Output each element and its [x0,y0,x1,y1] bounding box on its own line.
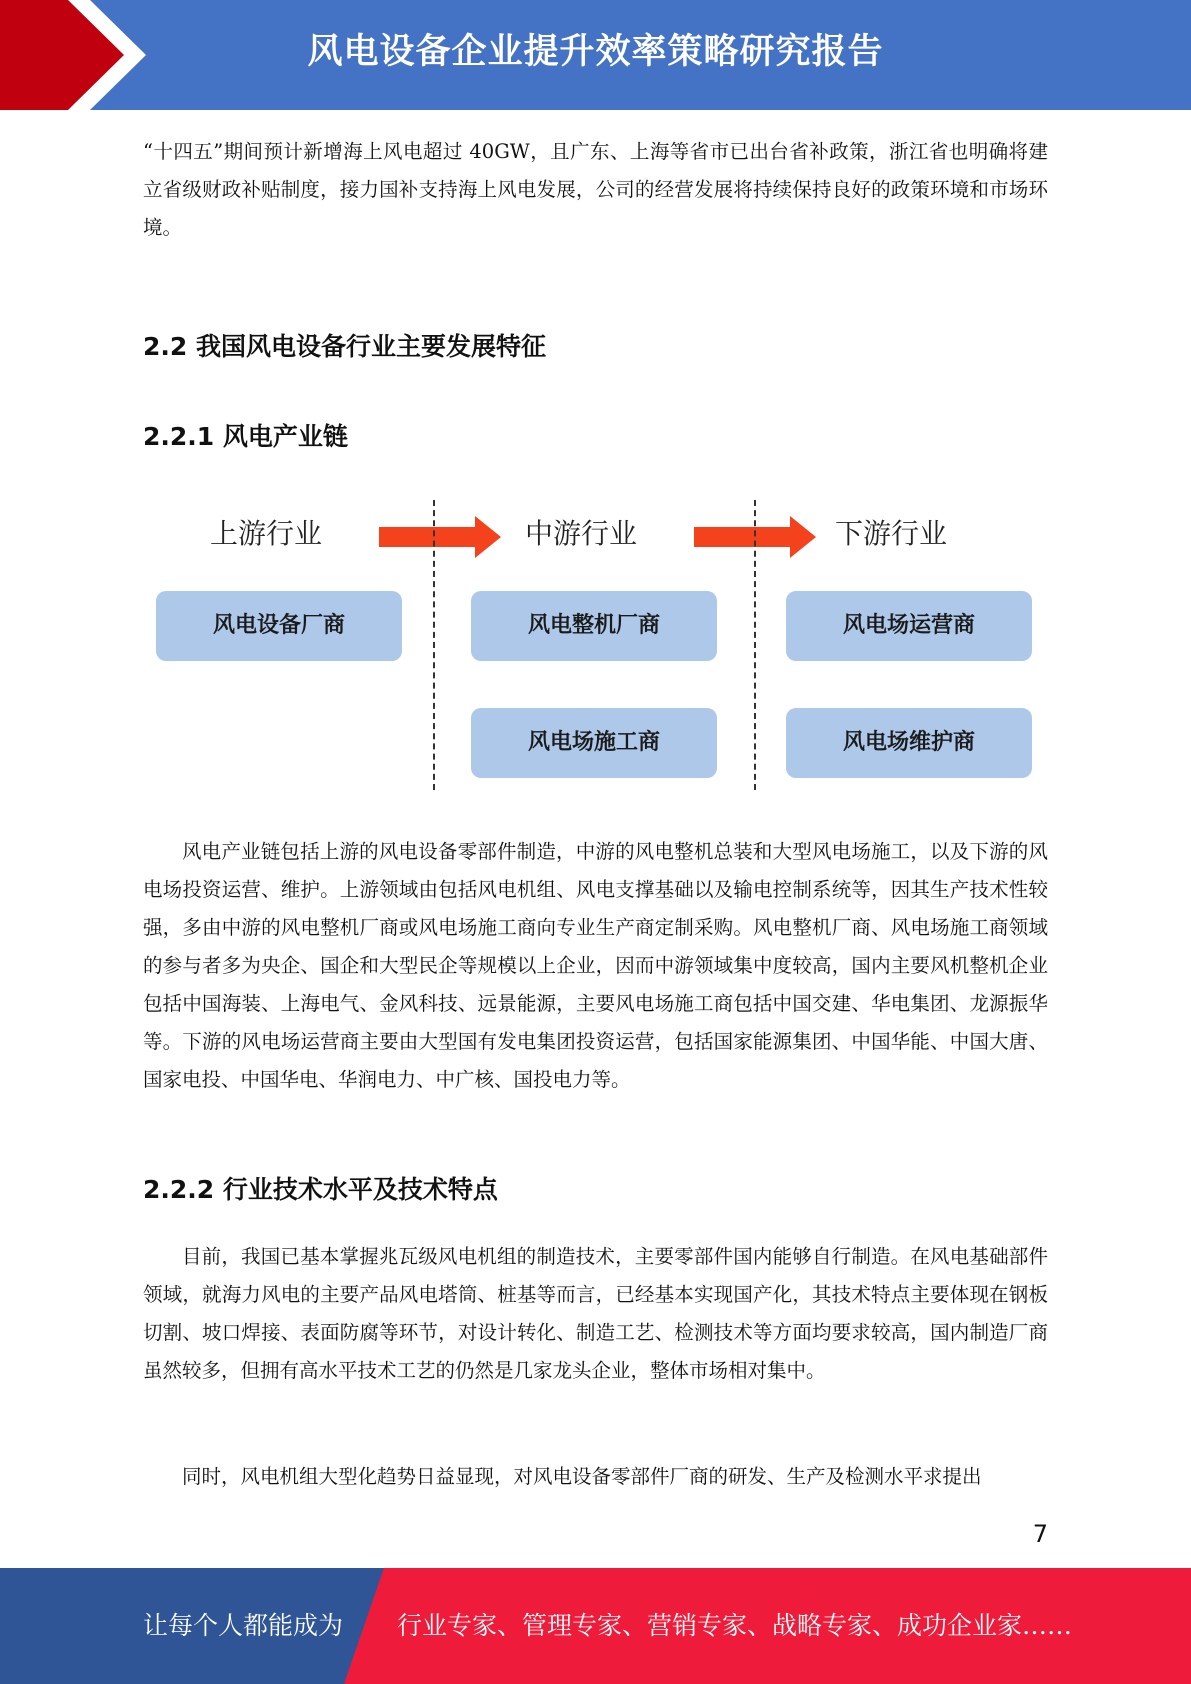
section-heading-2-2: 2.2 我国风电设备行业主要发展特征 [143,332,546,361]
technology-paragraph-continued: 同时，风电机组大型化趋势日益显现，对风电设备零部件厂商的研发、生产及检测水平求提出 [182,1465,982,1488]
section-heading-2-2-2: 2.2.2 行业技术水平及技术特点 [143,1175,498,1204]
arrow-right-icon [379,516,501,558]
header-bar [0,0,1191,110]
divider-dashed-line [433,500,435,790]
industry-chain-diagram [143,490,1048,790]
section-heading-2-2-1: 2.2.1 风电产业链 [143,422,348,451]
technology-paragraph: 目前，我国已基本掌握兆瓦级风电机组的制造技术，主要零部件国内能够自行制造。在风电基础部件领域，就海力风电的主要产品风电塔筒、桩基等而言，已经基本实现国产化，其技术特点主要体现在钢板切割、坡口焊接、表面防腐等环节，对设计转化、制造工艺、检测技术等方面均要求较高，国内制造厂商虽然较多，但拥有高水平技术工艺的仍然是几家龙头企业，整体市场相对集中。 [143,1245,1048,1382]
midstream-box: 风电场施工商 [471,708,717,778]
footer-banner [0,1568,1191,1684]
downstream-box: 风电场维护商 [786,708,1032,778]
page-number: 7 [1032,1520,1048,1548]
divider-dashed-line [754,500,756,790]
upstream-title: 上游行业 [209,517,322,550]
intro-paragraph: “十四五”期间预计新增海上风电超过 40GW，且广东、上海等省市已出台省补政策，浙江省也明确将建立省级财政补贴制度，接力国补支持海上风电发展，公司的经营发展将持续保持良好的政策环境和市场环境。 [143,140,1048,239]
upstream-box: 风电设备厂商 [156,591,402,661]
footer-slogan-left: 让每个人都能成为 [143,1611,344,1640]
downstream-box: 风电场运营商 [786,591,1032,661]
downstream-title: 下游行业 [834,517,947,550]
midstream-title: 中游行业 [524,517,637,550]
industry-chain-paragraph: 风电产业链包括上游的风电设备零部件制造，中游的风电整机总装和大型风电场施工，以及下游的风电场投资运营、维护。上游领域由包括风电机组、风电支撑基础以及输电控制系统等，因其生产技术性较强，多由中游的风电整机厂商或风电场施工商向专业生产商定制采购。风电整机厂商、风电场施工商领域的参与者多为央企、国企和大型民企等规模以上企业，因而中游领域集中度较高，国内主要风机整机企业包括中国海装、上海电气、金风科技、远景能源，主要风电场施工商包括中国交建、华电集团、龙源振华等。下游的风电场运营商主要由大型国有发电集团投资运营，包括国家能源集团、中国华能、中国大唐、国家电投、中国华电、华润电力、中广核、国投电力等。 [143,840,1048,1091]
midstream-box: 风电整机厂商 [471,591,717,661]
report-title: 风电设备企业提升效率策略研究报告 [307,32,884,72]
footer-slogan-right: 行业专家、管理专家、营销专家、战略专家、成功企业家…… [397,1611,1073,1640]
